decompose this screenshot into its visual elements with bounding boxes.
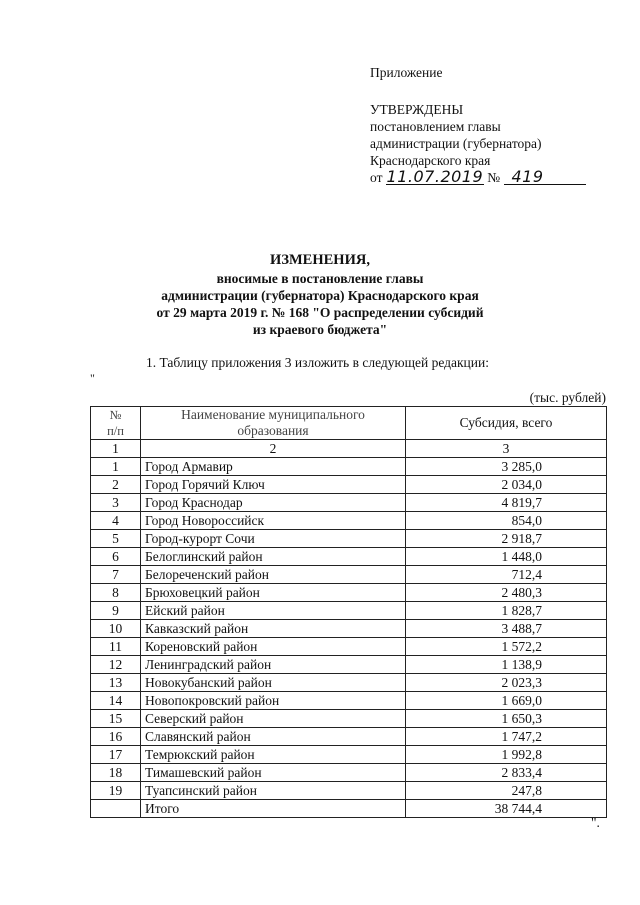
row-number: 7 [91,566,141,584]
table-row [91,746,607,764]
approval-line-2: администрации (губернатора) [370,136,542,151]
table-row [91,602,607,620]
subsidy-value: 854,0 [406,512,607,530]
row-number: 19 [91,782,141,800]
subsidy-value: 1 572,2 [406,638,607,656]
table-header-row [91,407,607,440]
row-number: 17 [91,746,141,764]
title-line-1: вносимые в постановление главы [216,271,424,286]
table-body [91,458,607,818]
table-row [91,674,607,692]
units-label: (тыс. рублей) [529,390,606,405]
municipality-name: Город Новороссийск [141,512,406,530]
total-label: Итого [141,800,406,818]
municipality-name: Город Краснодар [141,494,406,512]
subsidy-value: 247,8 [406,782,607,800]
subsidy-table [90,406,607,818]
municipality-name: Кавказский район [141,620,406,638]
row-number: 16 [91,728,141,746]
number-prefix: № [487,170,501,185]
header-name: Наименование муниципального образования [141,407,406,440]
subsidy-value: 2 480,3 [406,584,607,602]
subsidy-value: 1 138,9 [406,656,607,674]
table-row [91,782,607,800]
municipality-name: Белореченский район [141,566,406,584]
opening-quote: " [90,371,95,385]
row-number: 13 [91,674,141,692]
subsidy-value: 712,4 [406,566,607,584]
approval-block [370,64,586,186]
approved-label: УТВЕРЖДЕНЫ [370,102,464,117]
subsidy-value: 3 285,0 [406,458,607,476]
row-number: 10 [91,620,141,638]
subsidy-value: 1 669,0 [406,692,607,710]
subsidy-value: 1 448,0 [406,548,607,566]
table-row [91,710,607,728]
row-number: 6 [91,548,141,566]
closing-quote: ". [591,815,600,830]
row-number: 4 [91,512,141,530]
municipality-name: Город-курорт Сочи [141,530,406,548]
instruction-paragraph: 1. Таблицу приложения 3 изложить в следующей редакции: [146,355,489,370]
table-row [91,494,607,512]
approval-line-3: Краснодарского края [370,153,491,168]
table-row [91,476,607,494]
municipality-name: Брюховецкий район [141,584,406,602]
column-number: 2 [141,440,406,458]
row-number: 12 [91,656,141,674]
table-row [91,728,607,746]
date-value: 11.07.2019 [386,167,484,186]
row-number: 8 [91,584,141,602]
table-row [91,548,607,566]
municipality-name: Город Горячий Ключ [141,476,406,494]
table-row [91,656,607,674]
table-row [91,638,607,656]
municipality-name: Славянский район [141,728,406,746]
column-number: 1 [91,440,141,458]
total-value: 38 744,4 [406,800,607,818]
table-row [91,530,607,548]
row-number: 3 [91,494,141,512]
row-number: 15 [91,710,141,728]
municipality-name: Ейский район [141,602,406,620]
row-number: 11 [91,638,141,656]
column-number: 3 [406,440,607,458]
title-main: ИЗМЕНЕНИЯ, [270,252,370,268]
date-prefix: от [370,170,383,185]
municipality-name: Северский район [141,710,406,728]
column-number-row [91,440,607,458]
subsidy-value: 1 828,7 [406,602,607,620]
annex-label: Приложение [370,65,443,80]
title-line-3: от 29 марта 2019 г. № 168 "О распределении субсидий [156,305,484,320]
total-number [91,800,141,818]
municipality-name: Туапсинский район [141,782,406,800]
title-line-2: администрации (губернатора) Краснодарского края [161,288,479,303]
municipality-name: Новокубанский район [141,674,406,692]
total-row [91,800,607,818]
municipality-name: Белоглинский район [141,548,406,566]
municipality-name: Кореновский район [141,638,406,656]
row-number: 2 [91,476,141,494]
subsidy-value: 3 488,7 [406,620,607,638]
subsidy-value: 2 034,0 [406,476,607,494]
municipality-name: Темрюкский район [141,746,406,764]
row-number: 9 [91,602,141,620]
subsidy-value: 2 023,3 [406,674,607,692]
table-row [91,512,607,530]
municipality-name: Ленинградский район [141,656,406,674]
row-number: 14 [91,692,141,710]
municipality-name: Город Армавир [141,458,406,476]
row-number: 1 [91,458,141,476]
municipality-name: Новопокровский район [141,692,406,710]
subsidy-value: 2 918,7 [406,530,607,548]
table-row [91,620,607,638]
title-line-4: из краевого бюджета" [252,322,388,337]
subsidy-value: 1 992,8 [406,746,607,764]
number-value: 419 [504,169,586,185]
date-number-line [370,169,586,186]
municipality-name: Тимашевский район [141,764,406,782]
row-number: 18 [91,764,141,782]
subsidy-value: 1 747,2 [406,728,607,746]
subsidy-value: 4 819,7 [406,494,607,512]
table-row [91,692,607,710]
document-title [110,252,530,338]
table-row [91,566,607,584]
table-row [91,584,607,602]
header-subsidy: Субсидия, всего [406,407,607,440]
subsidy-value: 1 650,3 [406,710,607,728]
table-row [91,764,607,782]
subsidy-value: 2 833,4 [406,764,607,782]
table-row [91,458,607,476]
row-number: 5 [91,530,141,548]
header-num: № п/п [91,407,141,440]
approval-line-1: постановлением главы [370,119,501,134]
